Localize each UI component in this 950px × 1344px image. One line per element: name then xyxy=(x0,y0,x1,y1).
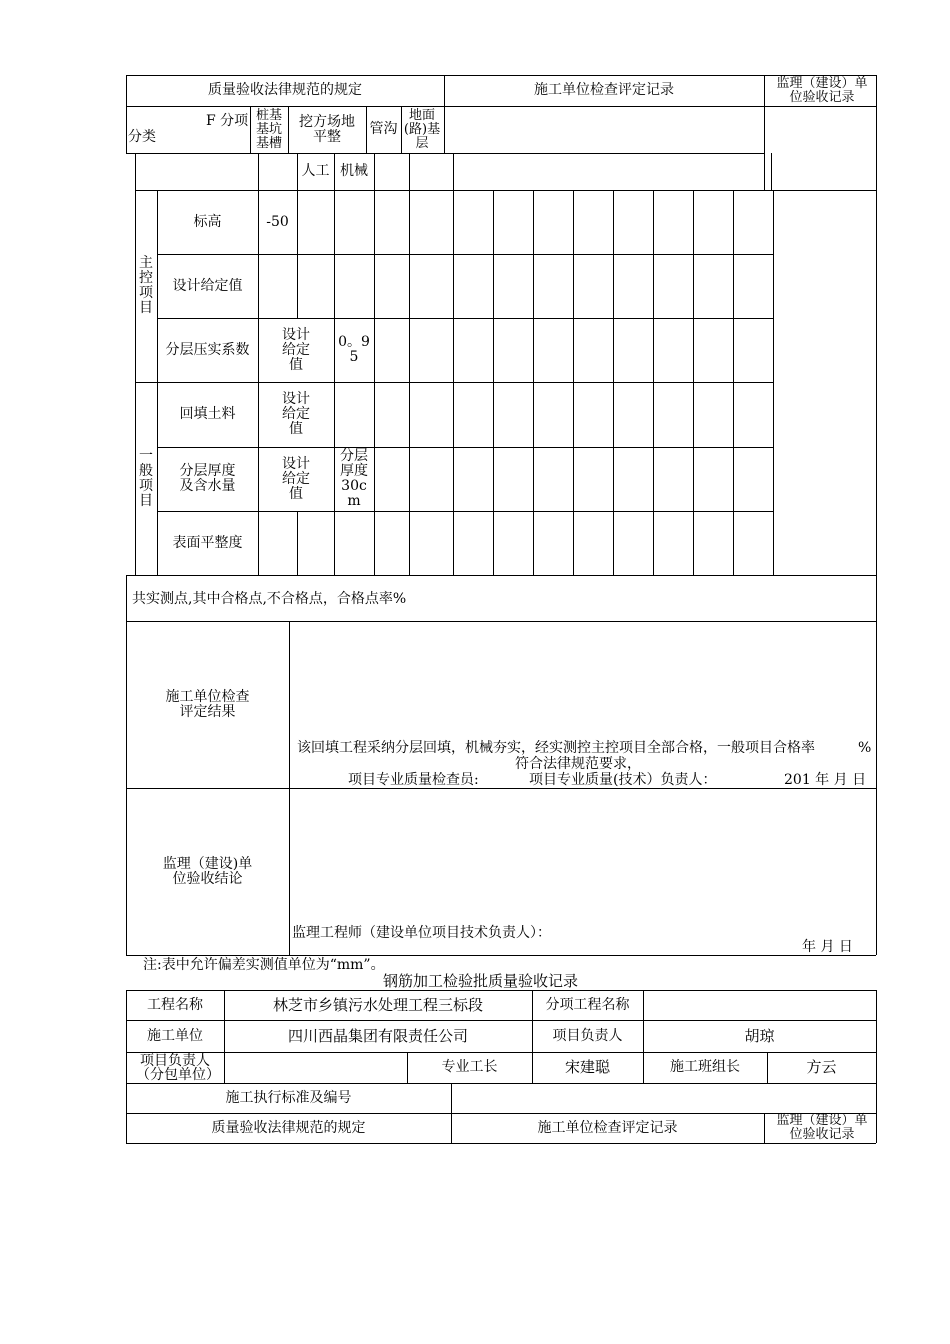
supervision-date: 年 月 日 xyxy=(802,939,853,955)
compaction-design: 设计给定值 xyxy=(282,326,310,373)
compaction-value: 0。95 xyxy=(338,334,370,365)
col-pile: 桩基基坑基槽 xyxy=(255,107,282,151)
standard-label: 施工执行标准及编号 xyxy=(225,1089,352,1106)
supervision-label: 监理（建设)单位验收结论 xyxy=(162,855,253,887)
manager-value: 胡琼 xyxy=(744,1026,775,1045)
supervision-engineer-label: 监理工程师（建设单位项目技术负责人）： xyxy=(292,925,551,941)
project-name-label: 工程名称 xyxy=(147,996,203,1013)
table2-spec-header: 质量验收法律规范的规定 xyxy=(211,1119,366,1136)
team-leader-value: 方云 xyxy=(806,1058,837,1076)
project-name-value: 林芝市乡镇污水处理工程三标段 xyxy=(272,995,483,1014)
foreman-value: 宋建聪 xyxy=(564,1058,610,1076)
constructor-label: 施工单位 xyxy=(147,1027,203,1044)
table2-record-header: 施工单位检查评定记录 xyxy=(537,1119,678,1136)
construction-percent: % xyxy=(858,740,872,756)
sub-project-value xyxy=(643,990,876,1020)
table-note: 注:表中允许偏差实测值单位为“mm”。 xyxy=(143,957,385,973)
fen-lei-label: 分类 xyxy=(128,129,156,145)
quality-inspector-label: 项目专业质量检查员: xyxy=(348,772,479,788)
team-leader-label: 施工班组长 xyxy=(670,1059,740,1075)
col-ditch: 管沟 xyxy=(369,121,398,137)
supervision-header: 监理（建设）单位验收记录 xyxy=(776,75,868,105)
main-group-label: 主控项目 xyxy=(139,255,153,316)
construction-label: 施工单位检查评定结果 xyxy=(165,688,250,720)
thickness-design: 设计给定值 xyxy=(282,455,310,502)
col-excavation: 挖方场地平整 xyxy=(299,113,355,145)
record-header: 施工单位检查评定记录 xyxy=(534,82,674,98)
sub-manager-value xyxy=(224,1052,407,1083)
thickness-label: 分层厚度及含水量 xyxy=(179,463,236,494)
manager-label: 项目负责人 xyxy=(552,1027,623,1044)
summary-text: 共实测点,其中合格点,不合格点，合格点率% xyxy=(132,591,407,607)
flatness-label: 表面平整度 xyxy=(172,534,243,551)
construction-conform-text: 符合法律规范要求， xyxy=(515,756,641,772)
sub-project-label: 分项工程名称 xyxy=(545,996,630,1013)
col-ground: 地面(路)基层 xyxy=(403,107,441,151)
elevation-value: -50 xyxy=(266,213,289,230)
constructor-value: 四川西晶集团有限责任公司 xyxy=(287,1026,468,1045)
design-value-label: 设计给定值 xyxy=(172,277,243,294)
standard-value xyxy=(451,1083,876,1113)
general-group-label: 一般项目 xyxy=(139,447,153,509)
construction-date: 201 年 月 日 xyxy=(784,772,867,788)
thickness-value: 分层厚度30cm xyxy=(340,448,368,509)
fen-xiang-label: F 分项 xyxy=(206,113,249,129)
sub-manager-label: 项目负责人（分包单位） xyxy=(136,1052,220,1083)
backfill-label: 回填土料 xyxy=(179,406,236,422)
table2-supervision-header: 监理（建设）单位验收记录 xyxy=(776,1113,868,1142)
foreman-label: 专业工长 xyxy=(441,1059,498,1075)
compaction-label: 分层压实系数 xyxy=(165,341,250,358)
construction-result-text: 该回填工程采纳分层回填，机械夯实，经实测控主控项目全部合格，一般项目合格率 xyxy=(297,740,815,756)
tech-lead-label: 项目专业质量(技术）负责人： xyxy=(529,772,717,788)
spec-header: 质量验收法律规范的规定 xyxy=(208,82,362,98)
machine-label: 机械 xyxy=(340,163,368,179)
backfill-design: 设计给定值 xyxy=(282,391,310,437)
table2-title: 钢筋加工检验批质量验收记录 xyxy=(383,972,579,990)
manual-label: 人工 xyxy=(301,163,330,179)
elevation-label: 标高 xyxy=(193,213,222,230)
